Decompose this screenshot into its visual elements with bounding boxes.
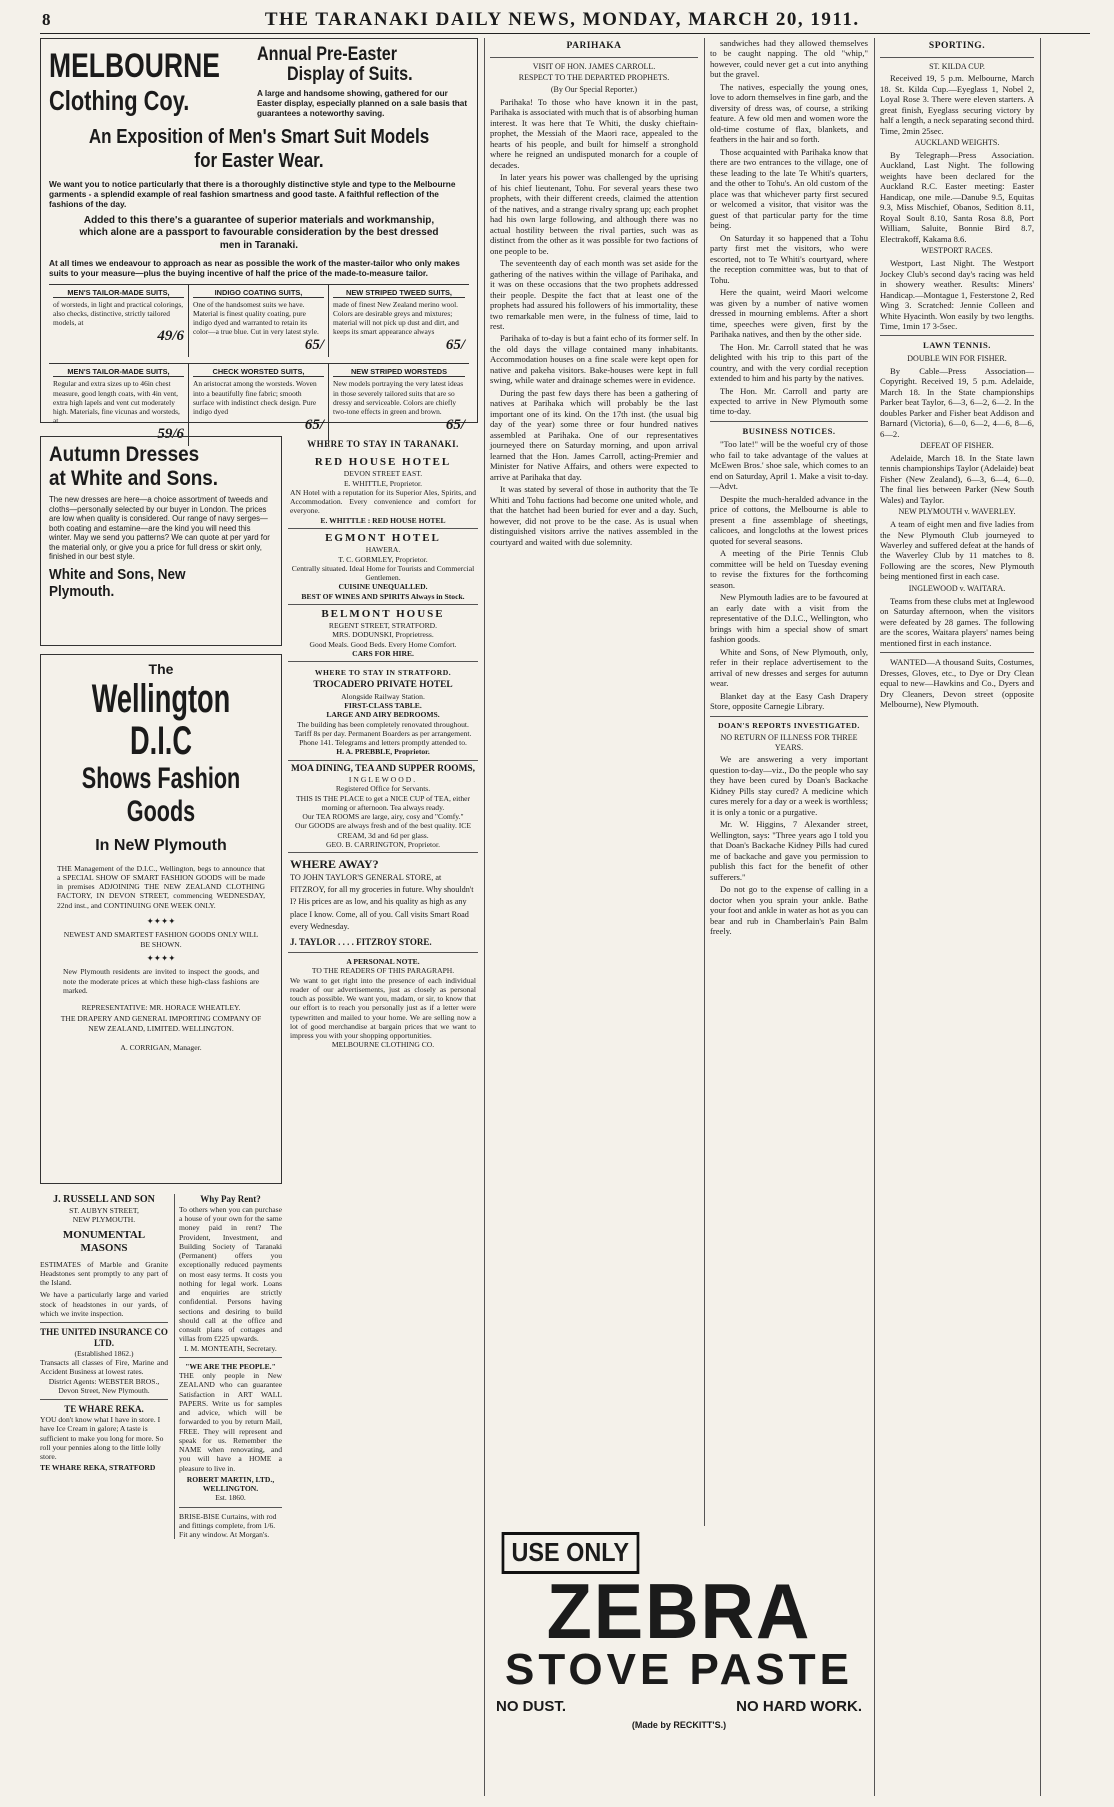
parihaka-paragraph: In later years his power was challenged by the uprising of his chief lieutenant, Tohu. For several years these two prophets, with their different creeds, claimed the attention of the natives, and a strange rivalry sprang up; each prophet had his own large following, and although there was no actual hostility between the rival parties, such was as distinct from the other as it was possible for two factions of one people to be.	[490, 172, 698, 256]
wellington-dic-ad: The Wellington D.I.C Shows Fashion Goods In NeW Plymouth THE Management of the D.I.C., Wellington, begs to announce that a SPECIAL SHOW OF SMART FASHION GOODS will be made in premises ADJOINING THE NEW ZEALAND CLOTHING FACTORY, IN DEVON STREET, commencing WEDNESDAY, 22nd inst., and CONTINUING ONE WEEK ONLY. ✦✦✦✦ NEWEST AND SMARTEST FASHION GOODS ONLY WILL BE SHOWN. ✦✦✦✦ New Plymouth residents are invited to inspect the goods, and note the moderate prices at which these high-class fashions are marked. REPRESENTATIVE: MR. HORACE WHEATLEY. THE DRAPERY AND GENERAL IMPORTING COMPANY OF NEW ZEALAND, LIMITED. WELLINGTON. A. CORRIGAN, Manager.	[40, 654, 282, 1184]
united-est: (Established 1862.)	[74, 1348, 134, 1358]
col1-bottom-left	[40, 1194, 168, 1539]
business-notice: White and Sons, of New Plymouth, only, refer in their replace advertisement to the arrival of new dresses and serges for autumn wear.	[710, 646, 868, 689]
business-notice: "Too late!" will be the woeful cry of those who fail to take advantage of the values at McEwen Bros.' shoe sale, which comes to an end on Saturday, April 1. Make a visit to-day.—Advt.	[710, 439, 868, 492]
sale-line-1: Annual Pre-Easter	[257, 44, 398, 65]
wallpaper-heading: "WE ARE THE PEOPLE."	[185, 1361, 276, 1371]
egmont-proprietor: T. C. GORMLEY, Proprietor.	[338, 554, 428, 564]
suit-box-heading: NEW STRIPED TWEED SUITS,	[333, 288, 465, 298]
rent-text: To others when you can purchase a house of your own for the same money paid in rent? The Provident, Investment, and Building Society of Taranaki (Permanent) offers you exceptionally reduced payments on most easy terms. It costs you nothing for legal work. Loans and enquiries are strictly confidential. Persons having sections and desiring to build should call at the office and consult plans of cottages and villas from £225 upwards.	[179, 1204, 282, 1344]
moa-text-1: Registered Office for Servants.	[335, 784, 431, 794]
newspaper-title: THE TARANAKI DAILY NEWS, MONDAY, MARCH 20, 1911.	[264, 9, 860, 30]
moa-text-2: THIS IS THE PLACE to get a NICE CUP of TEA, either morning or afternoon. Tea always ready.	[295, 793, 471, 812]
suit-box-text: of worsteds, in light and practical colorings, also checks, distinctive, strictly tailored models, at	[53, 300, 184, 328]
whare-reka-text: YOU don't know what I have in store. I have Ice Cream in galore; A taste is sufficient to make you long for more. So roll your pennies along to the little lolly store.	[40, 1415, 164, 1462]
parihaka-paragraph: It was stated by several of those in authority that the Te Whiti and Tohu factions had become one united whole, and that the hatchet had been buried for ever and a day. Such, however, did not prove to be the case. As is usual when distinguished visitors arrive the natives assembled in the courtyard and waited with due solemnity.	[490, 484, 698, 547]
column-rule	[1040, 38, 1041, 1796]
wallpaper-est: Est. 1860.	[215, 1493, 246, 1503]
parihaka-continued: The Hon. Mr. Carroll and party are expected to arrive in New Plymouth some time to-day.	[710, 385, 868, 417]
personal-heading: A PERSONAL NOTE.	[346, 957, 420, 967]
egmont-hotel	[288, 529, 478, 605]
autumn-dresses-ad	[40, 436, 282, 646]
parihaka-continued: The natives, especially the young ones, love to adorn themselves in fine garb, and the diversity of dress was, of course, a striking feature. A few old men and women wore the old-time costume of flax, blankets, and feathers in the hair and so forth.	[710, 81, 868, 145]
wallpaper-text: THE only people in New ZEALAND who can guarantee Satisfaction in ART WALL PAPERS. Write us for samples and advice, which will be forwarded to you by return Mail, FREE. They will represent and speak for us. Remember the NAME when renovating, and you will have a HOME a pleasure to live in.	[179, 1371, 282, 1473]
red-house-text: AN Hotel with a reputation for its Superior Ales, Spirits, and Accommodation. Every convenience and comfort for everyone.	[290, 487, 476, 516]
business-notice: New Plymouth ladies are to be favoured at an early date with a visit from the representative of the D.I.C., Wellington, who brings with him a special show of smart fashion goods.	[710, 592, 868, 645]
doans-heading: DOAN'S REPORTS INVESTIGATED.	[718, 720, 860, 730]
parihaka-continued: Those acquainted with Parihaka know that there are two entrances to the village, one of these leading to the late Te Whiti's quarters, and the other to Tohu's. An old custom of the place was that whichever party first secured or welcomed a visitor, that visitor was the guest of that particular party for the time being.	[710, 146, 868, 231]
where-away-ad	[288, 853, 478, 953]
sporting-head: DOUBLE WIN FOR FISHER.	[907, 353, 1007, 363]
parihaka-head-2: RESPECT TO THE DEPARTED PROPHETS.	[518, 73, 670, 83]
dic-subheading: Shows Fashion Goods	[81, 762, 241, 829]
personal-signed: MELBOURNE CLOTHING CO.	[331, 1040, 435, 1050]
column-rule	[484, 38, 485, 1796]
dic-representative: REPRESENTATIVE: MR. HORACE WHEATLEY.	[81, 1003, 241, 1013]
russell-text-1: ESTIMATES of Marble and Granite Headstones sent promptly to any part of the Island.	[40, 1259, 168, 1287]
zebra-brand: ZEBRA	[546, 1566, 812, 1655]
suit-price: 65/	[304, 337, 324, 354]
parihaka-paragraph: Parihaka! To those who have known it in the past, Parihaka is associated with much that is of absorbing human interest. It was here that Te Whiti, the dusky chieftain-prophet, the Messiah of the Maori race, appealed to the hearts of his people, and built for himself a stronghold where he reigned an undisputed monarch for a couple of decades.	[490, 96, 698, 170]
russell-text-2: We have a particularly large and varied stock of headstones in our yards, of which we invite inspection.	[40, 1290, 168, 1318]
suit-price: 49/6	[157, 328, 184, 345]
column-5-sporting	[880, 38, 1034, 1796]
column-rule	[874, 38, 875, 1796]
sporting-head: WESTPORT RACES.	[921, 246, 993, 256]
trocadero-text-2: FIRST-CLASS TABLE.	[344, 701, 422, 711]
parihaka-section: PARIHAKA	[566, 41, 622, 51]
where-away-heading: WHERE AWAY?	[290, 857, 379, 872]
business-notice: Despite the much-heralded advance in the price of cottons, the Melbourne is able to present a fine assemblage of sheetings, calicoes, and longcloths at the lowest prices quoted for several seasons.	[710, 493, 868, 546]
parihaka-continued: sandwiches had they allowed themselves to be caught napping. The old "whip," however, could never get a cut into anything but the gravel.	[710, 38, 868, 80]
dic-heading: Wellington D.I.C	[91, 677, 231, 764]
moa-town: INGLEWOOD.	[348, 775, 418, 785]
dic-signed: A. CORRIGAN, Manager.	[120, 1042, 202, 1052]
whare-reka-footer: TE WHARE REKA, STRATFORD	[40, 1463, 156, 1473]
red-house-name: RED HOUSE HOTEL	[314, 455, 452, 468]
egmont-town: HAWERA.	[365, 545, 401, 555]
moa-name: MOA DINING, TEA AND SUPPER ROOMS,	[291, 763, 475, 774]
personal-sub: TO THE READERS OF THIS PARAGRAPH.	[311, 966, 455, 976]
autumn-heading-1: Autumn Dresses	[49, 443, 200, 466]
russell-name: J. RUSSELL AND SON	[53, 1194, 155, 1205]
belmont-name: BELMONT HOUSE	[321, 607, 445, 620]
melbourne-header	[49, 45, 469, 119]
melbourne-para-2: Added to this there's a guarantee of superior materials and workmanship, which alone are a passport to favourable consideration by the best dressed men in Taranaki.	[79, 215, 439, 251]
sporting-head: DEFEAT OF FISHER.	[920, 441, 994, 451]
whare-reka-name: TE WHARE REKA.	[64, 1404, 144, 1415]
dic-company: THE DRAPERY AND GENERAL IMPORTING COMPANY OF NEW ZEALAND, LIMITED. WELLINGTON.	[60, 1014, 262, 1033]
suit-box-heading: INDIGO COATING SUITS,	[193, 288, 324, 298]
melbourne-name: MELBOURNE	[49, 46, 220, 85]
column-4	[710, 38, 868, 1518]
autumn-text: The new dresses are here—a choice assortment of tweeds and cloths—personally selected by our buyer in London. The prices are low when quality is considered. Our range of navy serges—both coating and estamine—are the kind you will need this winter. May we send you patterns? We can quote at per yard for the material only, or give you a price for full dress or skirt only, finished in our best style.	[49, 495, 270, 562]
melbourne-ad	[40, 38, 478, 442]
red-house-footer: E. WHITTLE : RED HOUSE HOTEL	[320, 515, 446, 525]
parihaka-continued: Here the quaint, weird Maori welcome was given by a number of native women dressed in mourning emblems. After a short time, speeches were given, first by the Parihaka natives, and then by the other side.	[710, 287, 868, 340]
russell-address: ST. AUBYN STREET,	[69, 1206, 139, 1216]
sporting-head: INGLEWOOD v. WAITARA.	[908, 583, 1006, 593]
suit-box	[189, 285, 329, 357]
suit-box-heading: CHECK WORSTED SUITS,	[193, 367, 324, 377]
suit-price: 65/	[445, 337, 465, 354]
col1-bottom-right	[174, 1194, 282, 1539]
columns	[40, 38, 1090, 1796]
suit-price: 65/	[445, 416, 465, 433]
autumn-footer: White and Sons, New Plymouth.	[49, 565, 186, 601]
suit-boxes-row-1	[49, 284, 469, 357]
personal-text: We want to get right into the presence of each individual reader of our advertisements, just as closely as personal touch as possible. We want you, madam, or sir, to know that our effort is to reach you personally just as if a letter were typewritten and mailed to your home. We are selling now a lot of good merchandise at bargain prices that we want to impress you with your shopping opportunities.	[290, 975, 476, 1041]
melbourne-name-2: Clothing Coy.	[49, 84, 190, 116]
dic-the: The	[148, 661, 174, 677]
trocadero-text-1: Alongside Railway Station.	[341, 691, 425, 701]
column-2	[288, 436, 478, 1796]
suit-box-heading: MEN'S TAILOR-MADE SUITS,	[53, 367, 184, 377]
melbourne-para-3: At all times we endeavour to approach as near as possible the work of the master-tailor who only makes suits to your measure—plus the buying incentive of half the price of the made-to-measure tailor.	[49, 257, 460, 278]
parihaka-byline: (By Our Special Reporter.)	[550, 85, 638, 95]
russell-town: NEW PLYMOUTH.	[72, 1215, 136, 1225]
parihaka-continued: The Hon. Mr. Carroll stated that he was delighted with his trip to this part of the country, and with the very cordial reception extended to him and his party by the natives.	[710, 341, 868, 384]
melbourne-para-1: We want you to notice particularly that there is a thoroughly distinctive style and type to the Melbourne garments - a splendid example of real fashion smartness and good taste. A faithful reflection of the fashions of the day.	[49, 178, 456, 210]
doans-subheading: NO RETURN OF ILLNESS FOR THREE YEARS.	[720, 732, 858, 752]
suit-price: 65/	[304, 416, 324, 433]
trocadero-hotel	[288, 662, 478, 760]
dic-text-2: NEWEST AND SMARTEST FASHION GOODS ONLY WILL BE SHOWN.	[63, 930, 259, 949]
suit-box	[49, 285, 189, 357]
sporting-head: NEW PLYMOUTH v. WAVERLEY.	[898, 507, 1016, 517]
where-away-footer: J. TAYLOR . . . . FITZROY STORE.	[290, 937, 432, 948]
exposition-heading: An Exposition of Men's Smart Suit Models for Easter Wear.	[88, 125, 430, 172]
suit-box	[189, 364, 329, 445]
red-house-address: DEVON STREET EAST.	[343, 469, 423, 479]
trocadero-text-5: Tariff 8s per day. Permanent Boarders as per arrangement.	[294, 728, 472, 738]
doans-paragraph: Mr. W. Higgins, 7 Alexander street, Wellington, says: "Three years ago I told you that Doan's Backache Kidney Pills had cured me of backache and gave you permission to publish this fact for the benefit of other sufferers."	[710, 819, 868, 882]
doans-paragraph: Do not go to the expense of calling in a doctor when you sprain your ankle. Bathe your foot and ankle in water as hot as you can bear and rub in Chamberlain's Pain Balm freely.	[710, 884, 868, 937]
suit-box-heading: NEW STRIPED WORSTEDS	[333, 367, 465, 377]
zebra-product: STOVE PASTE	[504, 1644, 853, 1694]
parihaka-paragraph: Parihaka of to-day is but a faint echo of its former self. In the old days the village contained many inhabitants. Accommodation houses on a fine scale were kept open for native and pakeha visitors. Bake-houses were kept in full swing, while water and drainage schemes were in evidence.	[490, 333, 698, 386]
trocadero-name: TROCADERO PRIVATE HOTEL	[313, 680, 453, 691]
parihaka-head-1: VISIT OF HON. JAMES CARROLL.	[532, 61, 656, 71]
suit-box-text: New models portraying the very latest ideas in those severely tailored suits that are so dressy and serviceable. Colors are chiefly two-tone effects in green and brown.	[333, 379, 464, 416]
belmont-text: Good Meals. Good Beds. Every Home Comfort.	[309, 639, 457, 649]
tennis-heading: LAWN TENNIS.	[923, 340, 991, 351]
col1-bottom	[40, 1194, 282, 1539]
sporting-text: By Cable—Press Association—Copyright. Received 19, 5 p.m. Adelaide, March 18. In the State championships Parker beat Taylor, 6—3, 6—2, 6—2. In the doubles Parker and Fisher beat Addison and Barnard (Victoria), 6—0, 6—2, 4—6, 8—6, 6—2.	[880, 365, 1034, 439]
suit-box-text: Regular and extra sizes up to 46in chest measure, good length coats, with 4in vent, extra high lapels and vent cut moderately high. Materials, fine vicunas and worsteds, at	[53, 379, 180, 425]
where-away-text: TO JOHN TAYLOR'S GENERAL STORE, at FITZROY, for all my groceries in future. Why shouldn't I? His prices are as low, and his quality as high as any place I know. Come, all of you. Call visits Smart Road every Wednesday.	[290, 872, 474, 931]
dic-location: In NeW Plymouth	[95, 837, 227, 855]
red-house-hotel	[288, 453, 478, 529]
trocadero-text-3: LARGE AND AIRY BEDROOMS.	[326, 710, 440, 720]
sporting-text: By Telegraph—Press Association. Auckland, Last Night. The following weights have been declared for the Auckland R.C. Easter meeting: Easter Handicap, one mile.—Danube 9.5, Equitas 9.3, Miss Mischief, Obanos, Sedition 8.11, Royal Soult 8.10, Santa Rosa 8.8, Port William, Saluite, Bonnie Bird 8.7, Electrakoff, Kakama 8.6.	[880, 149, 1034, 244]
business-notice: Blanket day at the Easy Cash Drapery Store, opposite Carnegie Library.	[710, 690, 868, 712]
united-agents: District Agents: WEBSTER BROS., Devon Street, New Plymouth.	[48, 1376, 160, 1395]
belmont-cars: CARS FOR HIRE.	[352, 648, 414, 658]
moa-proprietor: GEO. B. CARRINGTON, Proprietor.	[326, 839, 440, 849]
zebra-no-dust: NO DUST.	[496, 1697, 567, 1715]
belmont-house	[288, 605, 478, 662]
dyers-wanted-ad: WANTED—A thousand Suits, Costumes, Dresses, Gloves, etc., to Dye or Dry Clean equal to new—Hawkins and Co., Dyers and Dry Cleaners, Devon street (opposite Melbourne), New Plymouth.	[880, 657, 1034, 710]
parihaka-paragraph: The seventeenth day of each month was set aside for the gathering of the natives within the village of Parihaka, and it was on these occasions that the two prophets addressed their people. Despite the fact that at least one of the prophets had assured his followers of his immortality, these two remarkable men were, in the fulness of time, laid to rest.	[490, 258, 698, 331]
trocadero-proprietor: H. A. PREBBLE, Proprietor.	[336, 747, 430, 757]
suit-box-text: An aristocrat among the worsteds. Woven into a beautifully fine fabric; smooth surface with indistinct check design. Pure indigo dyed	[193, 379, 317, 416]
belmont-address: REGENT STREET, STRATFORD.	[328, 621, 438, 631]
dic-text-3: New Plymouth residents are invited to inspect the goods, and note the moderate prices at which these high-class fashions are marked.	[63, 967, 259, 995]
business-notices-heading: BUSINESS NOTICES.	[742, 425, 836, 436]
sporting-text: Adelaide, March 18. In the State lawn tennis championships Taylor (Adelaide) beat Fisher (New Zealand), 6—3, 6—4, 6—0. The final lies between Parker (New South Wales) and Taylor.	[880, 452, 1034, 505]
doans-paragraph: We are answering a very important question to-day—viz., Do the people who say they have been cured by Doan's Backache Kidney Pills stay cured? A medicine which cures merely for a day or a week is worthless; it is only a tonic or a purgative.	[710, 754, 868, 817]
trocadero-text-4: The building has been completely renovated throughout.	[297, 719, 469, 729]
column-1	[40, 436, 282, 1796]
parihaka-continued: On Saturday it so happened that a Tohu party first met the visitors, who were escorted, not to Te Whiti's courtyard, where the reception committee was, but to that of Tohu.	[710, 232, 868, 285]
parihaka-paragraph: During the past few days there has been a gathering of natives at Parihaka which will probably be the last important one of its kind. On the 17th inst. (the usual big day of the year) some three or four hundred natives assembled at Parihaka. One of our representatives journeyed there on Saturday morning, and upon arrival learned that the Hon. James Carroll, acting-Premier and Minister for Native Affairs, and others were expected to arrive at Parihaka that day.	[490, 387, 698, 482]
stratford-header: WHERE TO STAY IN STRATFORD.	[314, 668, 452, 678]
egmont-name: EGMONT HOTEL	[325, 531, 441, 544]
suit-box-text: made of finest New Zealand merino wool. Colors are desirable greys and mixtures; material will not pick up dust and dirt, and keeps its smart appearance always	[333, 300, 459, 337]
hotels-header: WHERE TO STAY IN TARANAKI.	[307, 439, 459, 449]
egmont-text: Centrally situated. Ideal Home for Tourists and Commercial Gentlemen.	[291, 563, 475, 583]
suit-price: 59/6	[157, 425, 184, 442]
sporting-section: SPORTING.	[928, 41, 986, 51]
trocadero-text-6: Phone 141. Telegrams and letters promptly attended to.	[299, 738, 467, 748]
sale-line-2: Display of Suits.	[287, 63, 413, 85]
curtains-text: BRISE-BISE Curtains, with rod and fittings complete, from 1/6. Fit any window. At Morgan's.	[179, 1511, 277, 1540]
sporting-head: ST. KILDA CUP.	[929, 61, 985, 71]
sporting-text: Received 19, 5 p.m. Melbourne, March 18. St. Kilda Cup.—Eyeglass 1, Nobel 2, Loyal Rose 3. There were eleven starters. A great finish, Eyeglass securing victory by half a length, a neck separating second third. Time, 2min 25sec.	[880, 73, 1034, 136]
suit-box	[49, 364, 189, 445]
united-text: Transacts all classes of Fire, Marine and Accident Business at lowest rates.	[40, 1358, 168, 1377]
page-number: 8	[42, 10, 51, 29]
sale-blurb: A large and handsome showing, gathered for our Easter display, especially planned on a sale basis that guarantees a noteworthy saving.	[257, 88, 468, 118]
suit-box-text: One of the handsomest suits we have. Material is finest quality coating, pure indigo dyed and warranted to retain its color—a true blue. Cut in very latest style.	[193, 300, 319, 337]
wallpaper-firm: ROBERT MARTIN, LTD., WELLINGTON.	[186, 1474, 275, 1494]
rent-heading: Why Pay Rent?	[200, 1194, 261, 1204]
sporting-head: AUCKLAND WEIGHTS.	[914, 138, 1000, 148]
russell-heading: MONUMENTAL MASONS	[62, 1228, 146, 1255]
moa-text-3: Our TEA ROOMS are large, airy, cosy and "Comfy."	[302, 812, 464, 822]
sporting-text: Teams from these clubs met at Inglewood on Saturday afternoon, when the visitors were defeated by 28 games. The following are the scores, Waitara players' names being mentioned first in each instance.	[880, 595, 1034, 648]
egmont-wines: BEST OF WINES AND SPIRITS Always in Stock.	[301, 591, 465, 601]
sporting-text: Westport, Last Night. The Westport Jockey Club's second day's racing was held in showery weather. Results: Miners' Handicap.—Montague 1, Festerstone 2, Red Wing 3. Scratched: Jennie Colleen and White Hyacinth. Won easily by two lengths. Time, 1min 17 3-5sec.	[880, 258, 1034, 331]
suit-boxes-row-2	[49, 363, 469, 445]
melbourne-ad-area	[40, 38, 478, 442]
personal-note	[288, 953, 478, 1054]
business-notice: A meeting of the Pirie Tennis Club committee will be held on Tuesday evening to revise the fixtures for the forthcoming season.	[710, 548, 868, 590]
united-insurance-name: THE UNITED INSURANCE CO LTD.	[40, 1327, 168, 1348]
moa-rooms	[288, 761, 478, 853]
zebra-maker: (Made by RECKITT'S.)	[631, 1720, 727, 1731]
masthead	[40, 8, 1090, 34]
red-house-proprietor: E. WHITTLE, Proprietor.	[343, 478, 423, 488]
column-6-placeholder	[1046, 38, 1090, 1796]
rent-signed: I. M. MONTEATH, Secretary.	[184, 1343, 277, 1353]
sporting-text: A team of eight men and five ladies from the New Plymouth Club journeyed to Waverley and suffered defeat at the hands of the Waverley Club by 11 matches to 8. Following are the scores, New Plymouth being mentioned first in each case.	[880, 519, 1034, 582]
suit-box-heading: MEN'S TAILOR-MADE SUITS,	[53, 288, 184, 298]
egmont-cuisine: CUISINE UNEQUALLED.	[338, 582, 428, 592]
suit-box	[329, 285, 469, 357]
dic-text-1: THE Management of the D.I.C., Wellington, begs to announce that a SPECIAL SHOW OF SMART FASHION GOODS will be made in premises ADJOINING THE NEW ZEALAND CLOTHING FACTORY, IN DEVON STREET, commencing WEDNESDAY, 22nd inst., and CONTINUING ONE WEEK ONLY.	[57, 863, 265, 910]
belmont-proprietor: MRS. DODUNSKI, Proprietress.	[332, 630, 434, 640]
zebra-slogans	[490, 1698, 868, 1716]
suit-box	[329, 364, 469, 445]
moa-text-4: Our GOODS are always fresh and of the best quality. ICE CREAM, 3d and 6d per glass.	[294, 821, 472, 840]
autumn-heading-2: at White and Sons.	[49, 467, 219, 491]
zebra-use-only: USE ONLY	[502, 1532, 639, 1574]
zebra-ad	[490, 1526, 868, 1796]
zebra-no-hard-work: NO HARD WORK.	[736, 1697, 862, 1715]
